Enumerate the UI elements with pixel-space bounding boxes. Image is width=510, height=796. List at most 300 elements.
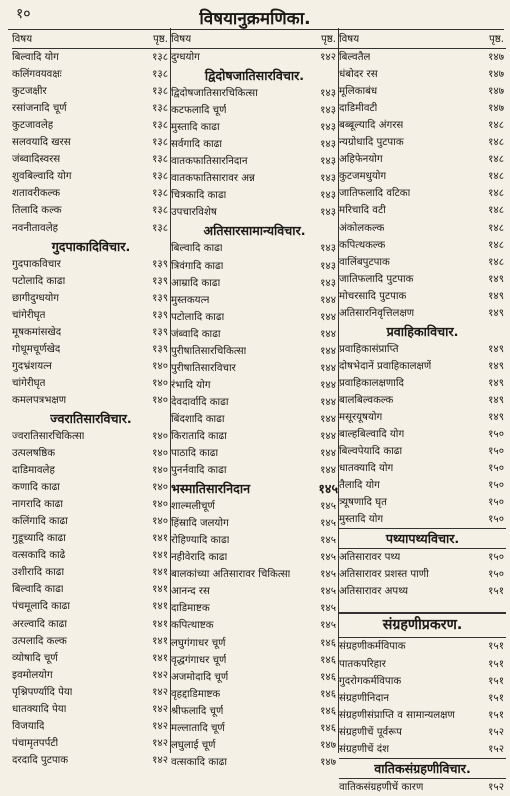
entry-page: १४९: [488, 360, 504, 372]
header-page: पृष्ठ.: [488, 34, 504, 45]
entry-page: १४७: [320, 739, 336, 751]
entry-page: १४०: [152, 516, 168, 528]
index-entry: [171, 617, 338, 634]
index-entry: [12, 49, 170, 66]
index-entry: [12, 667, 170, 684]
entry-page: १४४: [320, 311, 336, 323]
entry-title: पुनर्नवादि काढा: [171, 465, 227, 477]
entry-page: १४७: [488, 86, 504, 98]
section-heading: गुदपाकादिविचार.: [51, 238, 131, 254]
section-heading: अतिसारसामान्यविचार.: [203, 223, 306, 239]
entry-title: न्यग्रोधादि पुटपाक: [339, 137, 404, 149]
index-entry: [171, 136, 338, 153]
entry-title: बिल्वतैल: [339, 52, 371, 64]
entry-page: १३८: [152, 205, 168, 217]
header-page: पृष्ठ.: [320, 34, 336, 45]
index-entry: [339, 741, 506, 758]
entry-title: वालिंबपुटपाक: [339, 256, 390, 268]
entry-title: हिंस्रादि जलयोग: [171, 518, 229, 530]
entry-page: १३८: [152, 120, 168, 132]
entry-page: १४७: [488, 52, 504, 64]
index-entry: [171, 119, 338, 136]
entry-page: १४७: [488, 69, 504, 81]
index-entry: [339, 375, 506, 392]
entry-title: मुस्तादि काढा: [171, 122, 220, 134]
index-entry: [12, 598, 170, 615]
entry-title: दाडिमावलेह: [12, 465, 55, 477]
entry-title: प्रवाहिकालक्षणादि: [339, 377, 404, 389]
entry-title: शुवबिल्वादि योग: [12, 171, 72, 183]
index-entry: [339, 426, 506, 443]
entry-page: १४९: [488, 290, 504, 302]
entry-page: १३८: [152, 188, 168, 200]
index-entry: [171, 566, 338, 583]
index-entry: [12, 100, 170, 117]
index-entry: [339, 656, 506, 673]
entry-title: लघुगंगाधर चूर्ण: [171, 637, 226, 649]
index-entry: [171, 515, 338, 532]
entry-title: बिल्वादि योग: [12, 52, 59, 64]
entry-page: १४१: [152, 618, 168, 630]
column-header: [339, 31, 506, 49]
header-subject: विषय: [339, 34, 360, 45]
entry-title: संग्रहणीचें दंश: [339, 743, 390, 755]
index-entry: [12, 256, 170, 273]
entry-title: विजयादि: [12, 720, 45, 732]
entry-title: बब्बूल्यादि अंगरस: [339, 120, 404, 132]
index-entry: [12, 564, 170, 581]
entry-title: मुस्तकयत्न: [171, 294, 210, 306]
entry-title: दोषभेदानें प्रवाहिकालक्षणें: [339, 360, 432, 372]
entry-page: १४३: [320, 190, 336, 202]
entry-page: १५२: [488, 726, 504, 738]
index-entry: [171, 326, 338, 343]
entry-page: १४८: [488, 154, 504, 166]
entry-title: नहीवेरादि काढा: [171, 552, 228, 564]
entry-page: १४५: [320, 569, 336, 581]
index-entry: [171, 600, 338, 617]
index-entry: [171, 583, 338, 600]
entry-title: पटोलादि काढा: [171, 311, 225, 323]
entry-page: १४४: [320, 379, 336, 391]
index-entry: [339, 151, 506, 168]
entry-title: जंब्वादि काढा: [171, 328, 221, 340]
entry-title: शाल्मलीचूर्ण: [171, 501, 215, 513]
entry-page: १४९: [488, 411, 504, 423]
entry-page: १४१: [152, 635, 168, 647]
entry-title: तैलादि योग: [339, 480, 380, 492]
entry-title: तिलादि कल्क: [12, 205, 62, 217]
entry-title: बालबिल्वकल्क: [339, 394, 394, 406]
index-entry: [339, 237, 506, 254]
entry-page: १४५: [320, 535, 336, 547]
index-column-3: [339, 31, 506, 793]
entry-title: पातकपरिहार: [339, 658, 386, 670]
entry-title: पृश्निपर्ण्यादि पेया: [12, 686, 73, 698]
entry-page: १४१: [152, 584, 168, 596]
index-entry: [171, 652, 338, 669]
index-entry: [171, 258, 338, 275]
entry-title: दाडिमीवटी: [339, 103, 378, 115]
section-page: १४५: [318, 481, 338, 497]
index-entry: [339, 583, 506, 600]
entry-page: १४३: [320, 122, 336, 134]
entry-page: १३९: [152, 258, 168, 270]
entry-page: १३८: [152, 154, 168, 166]
entry-page: १५१: [488, 675, 504, 687]
entry-page: १४१: [152, 567, 168, 579]
section-heading: वातिकसंग्रहणीविचार.: [339, 758, 506, 779]
entry-title: बाल्हबिल्वादि योग: [339, 429, 405, 441]
index-entry: [171, 669, 338, 686]
index-entry: [339, 49, 506, 66]
entry-title: अरल्वादि काढा: [12, 618, 67, 630]
entry-page: १४०: [152, 499, 168, 511]
index-entry: [171, 703, 338, 720]
index-entry: [339, 168, 506, 185]
column-header: [171, 31, 338, 49]
index-entry: [171, 309, 338, 326]
index-entry: [171, 343, 338, 360]
entry-title: अतिसारावर पथ्य: [339, 552, 401, 564]
entry-page: १४८: [488, 222, 504, 234]
entry-page: १४४: [320, 362, 336, 374]
index-entry: [171, 445, 338, 462]
entry-title: दरदादि पुटपाक: [12, 754, 69, 766]
entry-title: सर्वगादि काढा: [171, 139, 223, 151]
entry-page: १३९: [152, 343, 168, 355]
entry-page: १४५: [320, 620, 336, 632]
entry-title: रोहिण्यादि काढा: [171, 535, 230, 547]
section-heading: द्विदोषजातिसारविचार.: [204, 68, 305, 84]
entry-title: त्र्यूषणादि घृत: [339, 497, 387, 509]
entry-page: १४७: [488, 103, 504, 115]
entry-title: मूलिकाबंध: [339, 86, 378, 98]
index-entry: [339, 443, 506, 460]
index-entry: [12, 633, 170, 650]
index-entry: [12, 650, 170, 667]
entry-page: १४८: [488, 137, 504, 149]
index-entry: [12, 718, 170, 735]
index-entry: [171, 498, 338, 515]
entry-title: ज्वरातिसारचिकित्सा: [12, 430, 85, 442]
entry-page: १४४: [320, 413, 336, 425]
entry-title: बिल्वादि काढा: [171, 243, 223, 255]
entry-page: १४४: [320, 294, 336, 306]
entry-page: १४५: [320, 603, 336, 615]
index-entry: [171, 240, 338, 257]
entry-title: देवदार्वादि काढा: [171, 396, 229, 408]
entry-page: १४४: [320, 345, 336, 357]
section-heading: संग्रहणीप्रकरण.: [339, 612, 506, 638]
entry-title: वातकफातिसारनिदान: [171, 156, 248, 168]
entry-page: १४१: [152, 533, 168, 545]
index-entry: [171, 377, 338, 394]
entry-title: मरिचादि वटी: [339, 205, 386, 217]
entry-page: १४४: [320, 430, 336, 442]
index-entry: [339, 305, 506, 322]
index-entry: [171, 153, 338, 170]
entry-page: १४६: [320, 671, 336, 683]
index-entry: [12, 307, 170, 324]
index-column-2: [171, 31, 338, 768]
entry-page: १४३: [320, 173, 336, 185]
entry-page: १४८: [488, 205, 504, 217]
entry-page: १४२: [152, 737, 168, 749]
entry-page: १४२: [320, 52, 336, 64]
index-entry: [12, 375, 170, 392]
entry-title: धातक्यादि योग: [339, 463, 394, 475]
entry-title: बालकांच्या अतिसारावर चिकित्सा: [171, 569, 291, 581]
entry-title: मसूरयूषयोग: [339, 411, 383, 423]
entry-title: रसांजनादि चूर्ण: [12, 103, 67, 115]
entry-page: १५०: [488, 552, 504, 564]
entry-title: अतिसारावर अपथ्य: [339, 586, 409, 598]
entry-title: अजमोदादि चूर्ण: [171, 671, 229, 683]
entry-title: संग्रहणीनिदान: [339, 692, 390, 704]
entry-page: १५१: [488, 692, 504, 704]
index-entry: [339, 185, 506, 202]
entry-page: १३८: [152, 103, 168, 115]
index-entry: [171, 170, 338, 187]
entry-page: १४२: [152, 669, 168, 681]
index-entry: [171, 49, 338, 66]
entry-title: अंकोलकल्क: [339, 222, 385, 234]
index-entry: [339, 100, 506, 117]
index-entry: [12, 151, 170, 168]
section-heading: [171, 479, 338, 498]
entry-page: १४४: [320, 396, 336, 408]
section-heading: प्रवाहिकाविचार.: [386, 323, 459, 339]
entry-title: दाडिमाष्टक: [171, 603, 210, 615]
entry-page: १४३: [320, 243, 336, 255]
page-number: १०: [16, 6, 31, 22]
header-subject: विषय: [171, 34, 192, 45]
index-entry: [171, 754, 338, 771]
entry-page: १३८: [152, 222, 168, 234]
index-entry: [339, 220, 506, 237]
index-entry: [339, 673, 506, 690]
page-title: विषयानुक्रमणिका.: [199, 9, 311, 29]
entry-page: १४४: [320, 448, 336, 460]
entry-page: १४५: [320, 552, 336, 564]
entry-page: १४१: [152, 601, 168, 613]
column-header: [12, 31, 170, 49]
entry-page: १४०: [152, 482, 168, 494]
entry-title: कपित्थाष्टक: [171, 620, 214, 632]
index-entry: [12, 530, 170, 547]
header-page: पृष्ठ.: [152, 34, 168, 45]
entry-page: १४०: [152, 448, 168, 460]
index-entry: [339, 690, 506, 707]
entry-page: १४०: [152, 360, 168, 372]
index-entry: [339, 566, 506, 583]
index-entry: [171, 720, 338, 737]
entry-title: जंब्वादिस्वरस: [12, 154, 61, 166]
index-entry: [171, 737, 338, 754]
section-heading: ज्वरातिसारविचार.: [50, 410, 132, 426]
index-entry: [339, 341, 506, 358]
entry-title: पाठादि काढा: [171, 448, 219, 460]
entry-title: धातक्यादि पेया: [12, 703, 67, 715]
entry-page: १३९: [152, 275, 168, 287]
entry-title: बिंदशादि काढा: [171, 413, 225, 425]
entry-page: १४३: [320, 105, 336, 117]
index-entry: [339, 392, 506, 409]
entry-title: वृद्धगंगाधर चूर्ण: [171, 654, 227, 666]
index-entry: [339, 638, 506, 655]
index-entry: [339, 66, 506, 83]
entry-page: १४८: [488, 171, 504, 183]
entry-title: गुडूच्यादि काढा: [12, 533, 66, 545]
entry-page: १४३: [320, 277, 336, 289]
entry-title: अतिसारनिवृत्तिलक्षण: [339, 307, 415, 319]
entry-page: १३८: [152, 171, 168, 183]
entry-page: १४६: [320, 637, 336, 649]
entry-page: १३८: [152, 52, 168, 64]
entry-title: मुस्तादि योग: [339, 514, 384, 526]
entry-title: पंचमूलादि काढा: [12, 601, 71, 613]
entry-title: चांगेरीघृत: [12, 377, 46, 389]
index-entry: [12, 513, 170, 530]
entry-page: १५०: [488, 569, 504, 581]
index-entry: [12, 83, 170, 100]
entry-page: १४३: [320, 207, 336, 219]
entry-title: संग्रहणीसंप्राप्ति व सामान्यलक्षण: [339, 709, 455, 721]
index-entry: [12, 202, 170, 219]
index-entry: [339, 83, 506, 100]
entry-page: १४३: [320, 260, 336, 272]
entry-title: गुदभ्रंशयत्न: [12, 360, 52, 372]
entry-page: १५१: [488, 586, 504, 598]
entry-title: त्रिवंगादि काढा: [171, 260, 224, 272]
entry-title: सलवयादि खरस: [12, 137, 71, 149]
entry-title: उपचारविशेष: [171, 207, 217, 219]
entry-page: १४८: [488, 256, 504, 268]
entry-page: १३८: [152, 137, 168, 149]
entry-title: कमलपत्रभक्षण: [12, 394, 67, 406]
entry-page: १३८: [152, 86, 168, 98]
entry-page: १४३: [320, 139, 336, 151]
index-entry: [12, 273, 170, 290]
entry-page: १४०: [152, 377, 168, 389]
index-entry: [12, 428, 170, 445]
entry-title: वत्सकादि काढा: [171, 756, 228, 768]
entry-page: १४९: [488, 394, 504, 406]
entry-page: १४०: [152, 465, 168, 477]
entry-title: उशीरादि काढा: [12, 567, 65, 579]
index-entry: [12, 324, 170, 341]
index-entry: [171, 635, 338, 652]
index-entry: [171, 532, 338, 549]
entry-page: १५१: [488, 709, 504, 721]
entry-title: इवमोलयोग: [12, 669, 53, 681]
entry-page: १५०: [488, 463, 504, 475]
entry-title: गुदपाकविचार: [12, 258, 61, 270]
entry-title: कपित्थकल्क: [339, 239, 386, 251]
entry-title: कुटजमधुयोग: [339, 171, 387, 183]
index-entry: [339, 409, 506, 426]
entry-title: पुरीषातिसारविचार: [171, 362, 236, 374]
entry-page: १४५: [320, 518, 336, 530]
entry-title: वृहद्दाडिमाष्टक: [171, 688, 221, 700]
entry-title: आम्रादि काढा: [171, 277, 221, 289]
entry-page: १४०: [152, 394, 168, 406]
index-entry: [171, 360, 338, 377]
entry-page: १४६: [320, 705, 336, 717]
entry-title: शतावरीकल्क: [12, 188, 61, 200]
entry-title: नागरादि काढा: [12, 499, 63, 511]
index-entry: [12, 66, 170, 83]
index-entry: [171, 686, 338, 703]
entry-title: वत्सकादि काढे: [12, 550, 66, 562]
index-entry: [339, 460, 506, 477]
index-entry: [12, 616, 170, 633]
index-entry: [12, 358, 170, 375]
entry-page: १४६: [320, 688, 336, 700]
index-entry: [12, 134, 170, 151]
index-entry: [12, 341, 170, 358]
entry-page: १४८: [488, 188, 504, 200]
entry-title: कुटजक्षीर: [12, 86, 47, 98]
entry-page: १३९: [152, 292, 168, 304]
entry-page: १५०: [488, 429, 504, 441]
entry-title: संग्रहणीकर्मविपाक: [339, 641, 406, 653]
entry-page: १५०: [488, 446, 504, 458]
index-entry: [339, 254, 506, 271]
entry-page: १३८: [152, 69, 168, 81]
entry-page: १४३: [320, 156, 336, 168]
entry-page: १४९: [488, 343, 504, 355]
index-entry: [339, 779, 506, 796]
index-entry: [171, 275, 338, 292]
entry-title: मल्लातादि चूर्ण: [171, 722, 225, 734]
entry-page: १४२: [152, 686, 168, 698]
index-entry: [339, 477, 506, 494]
entry-title: धंबोदर रस: [339, 69, 378, 81]
entry-title: जातिफलादि वटिका: [339, 188, 411, 200]
index-entry: [339, 288, 506, 305]
entry-page: १४०: [152, 430, 168, 442]
section-title: भस्मातिसारनिदान: [171, 481, 251, 497]
entry-page: १५०: [488, 497, 504, 509]
entry-title: पंचामृतपर्पटी: [12, 737, 59, 749]
index-entry: [12, 547, 170, 564]
entry-title: किरातादि काढा: [171, 430, 227, 442]
index-entry: [339, 549, 506, 566]
entry-title: जातिफलादि पुटपाक: [339, 273, 414, 285]
entry-page: १५१: [488, 641, 504, 653]
entry-title: लघुलाई चूर्ण: [171, 739, 216, 751]
entry-title: प्रवाहिकासंप्राप्ति: [339, 343, 399, 355]
index-entry: [339, 707, 506, 724]
entry-title: बिल्वपेयादि काढा: [339, 446, 403, 458]
entry-page: १४३: [320, 88, 336, 100]
index-entry: [12, 701, 170, 718]
index-entry: [339, 134, 506, 151]
entry-page: १४५: [320, 501, 336, 513]
index-entry: [12, 220, 170, 237]
index-entry: [12, 462, 170, 479]
index-entry: [12, 392, 170, 409]
index-entry: [339, 271, 506, 288]
entry-title: नवनीतावलेह: [12, 222, 59, 234]
index-entry: [12, 581, 170, 598]
index-entry: [12, 290, 170, 307]
entry-title: कणादि काढा: [12, 482, 60, 494]
entry-page: १४९: [488, 273, 504, 285]
entry-title: श्रीफलादि चूर्ण: [171, 705, 224, 717]
